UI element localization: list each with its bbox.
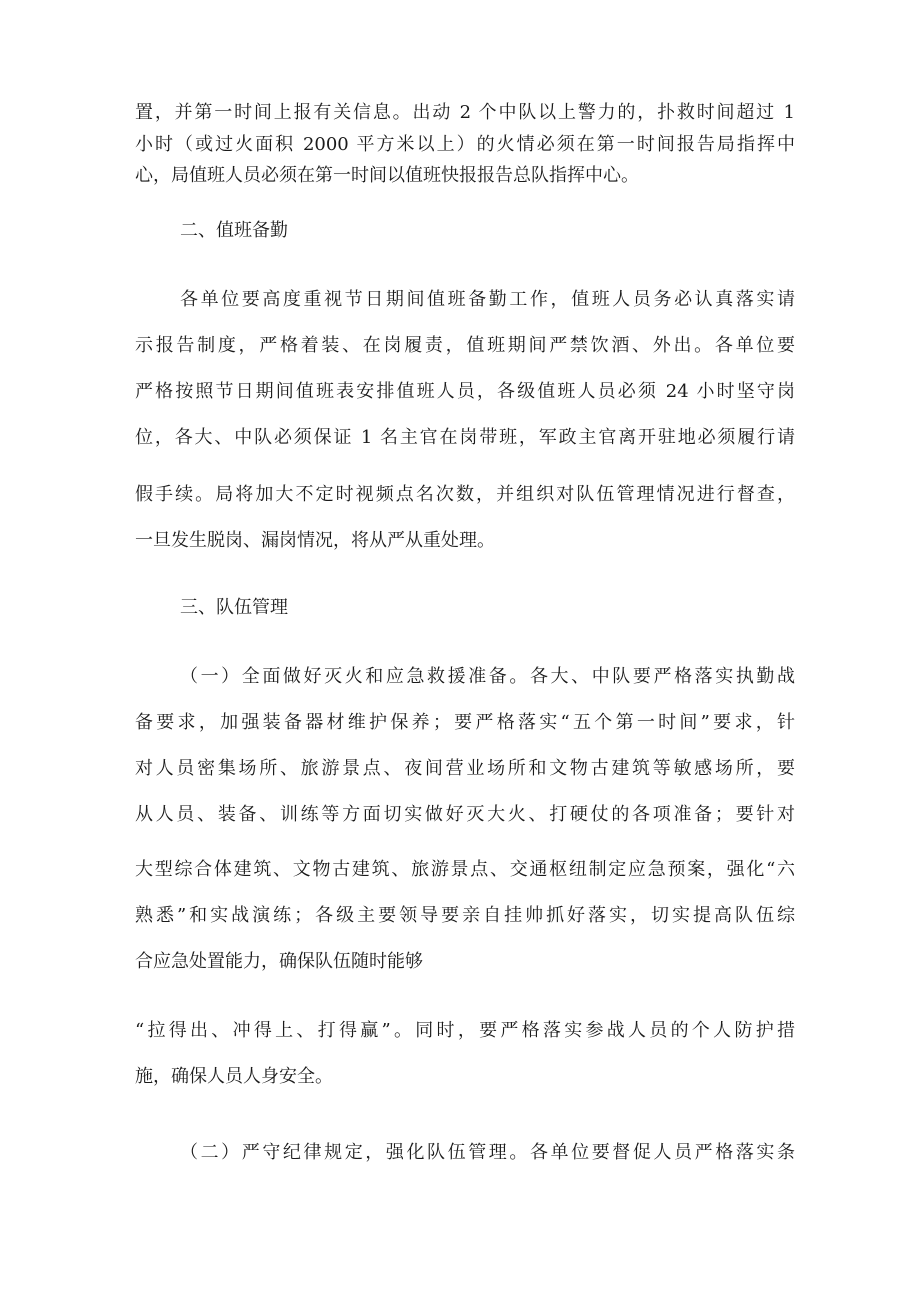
paragraph-3-line-3: 对人员密集场所、旅游景点、夜间营业场所和文物古建筑等敏感场所，要 xyxy=(135,758,795,779)
paragraph-2-line-4: 位，各大、中队必须保证 1 名主官在岗带班，军政主官离开驻地必须履行请 xyxy=(135,427,795,448)
paragraph-3-line-5: 大型综合体建筑、文物古建筑、旅游景点、交通枢纽制定应急预案，强化“六 xyxy=(135,859,795,880)
paragraph-4-line-1: “拉得出、冲得上、打得赢”。同时，要严格落实参战人员的个人防护措 xyxy=(135,1020,795,1041)
paragraph-5-line-1: （二）严守纪律规定，强化队伍管理。各单位要督促人员严格落实条 xyxy=(180,1142,795,1163)
paragraph-2-line-6: 一旦发生脱岗、漏岗情况，将从严从重处理。 xyxy=(135,530,495,551)
paragraph-2-line-1: 各单位要高度重视节日期间值班备勤工作，值班人员务必认真落实请 xyxy=(180,289,795,310)
section-heading-3: 三、队伍管理 xyxy=(180,597,288,618)
paragraph-1-line-1: 置，并第一时间上报有关信息。出动 2 个中队以上警力的，扑救时间超过 1 xyxy=(135,102,795,123)
paragraph-3-line-4: 从人员、装备、训练等方面切实做好灭大火、打硬仗的各项准备；要针对 xyxy=(135,804,795,825)
paragraph-4-line-2: 施，确保人员人身安全。 xyxy=(135,1066,333,1087)
paragraph-3-line-1: （一）全面做好灭火和应急救援准备。各大、中队要严格落实执勤战 xyxy=(180,666,795,687)
paragraph-2-line-2: 示报告制度，严格着装、在岗履责，值班期间严禁饮酒、外出。各单位要 xyxy=(135,335,795,356)
paragraph-1-line-2: 小时（或过火面积 2000 平方米以上）的火情必须在第一时间报告局指挥中 xyxy=(135,134,795,155)
paragraph-1-line-3: 心，局值班人员必须在第一时间以值班快报报告总队指挥中心。 xyxy=(135,165,639,186)
paragraph-2-line-5: 假手续。局将加大不定时视频点名次数，并组织对队伍管理情况进行督查， xyxy=(135,484,795,505)
section-heading-2: 二、值班备勤 xyxy=(180,220,288,241)
paragraph-3-line-7: 合应急处置能力，确保队伍随时能够 xyxy=(135,951,423,972)
paragraph-3-line-2: 备要求，加强装备器材维护保养；要严格落实“五个第一时间”要求，针 xyxy=(135,712,795,733)
paragraph-3-line-6: 熟悉”和实战演练；各级主要领导要亲自挂帅抓好落实，切实提高队伍综 xyxy=(135,905,795,926)
paragraph-2-line-3: 严格按照节日期间值班表安排值班人员，各级值班人员必须 24 小时坚守岗 xyxy=(135,381,795,402)
